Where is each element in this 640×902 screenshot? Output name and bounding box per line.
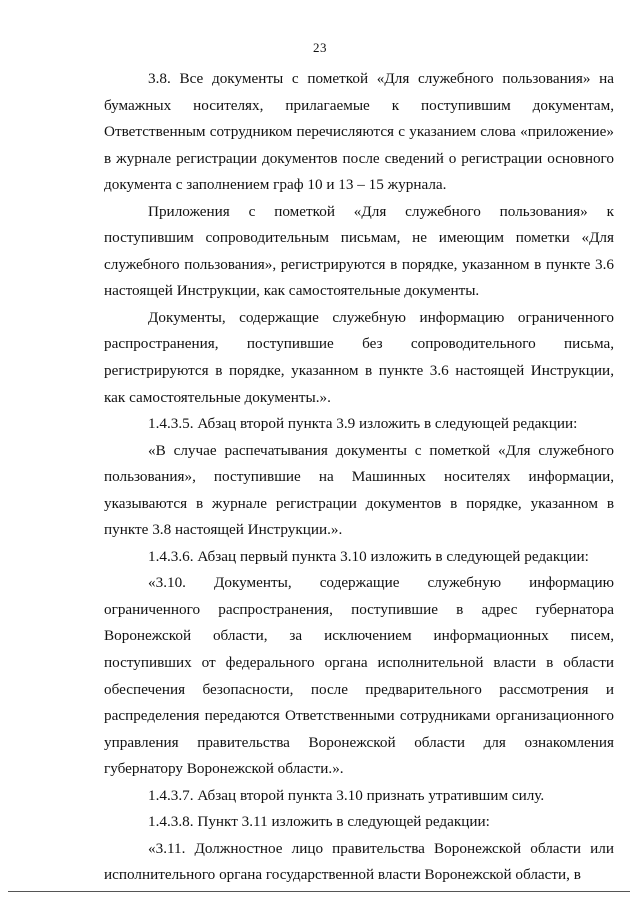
paragraph-1-4-3-7: 1.4.3.7. Абзац второй пункта 3.10 признать утратившим силу. <box>148 786 545 804</box>
paragraph-1-4-3-5: 1.4.3.5. Абзац второй пункта 3.9 изложить в следующей редакции: <box>148 415 578 433</box>
paragraph-1-4-3-8: 1.4.3.8. Пункт 3.11 изложить в следующей редакции: <box>148 813 490 831</box>
footer-divider <box>8 891 630 892</box>
paragraph-attachments: Приложения с пометкой «Для служебного пользования» к поступившим сопроводительным письмам, не имеющим пометки «Для служебного пользования», регистрируются в порядке, указанном в пункте 3.6 настоящей Инструкции, как самостоятельные документы. <box>104 202 614 300</box>
page-number: 23 <box>313 40 327 55</box>
paragraph-3-8: 3.8. Все документы с пометкой «Для служебного пользования» на бумажных носителях, прилагаемые к поступившим документам, Ответственным сотрудником перечисляются с указанием слова «приложение» в журнале регистрации документов после сведений о регистрации основного документа с заполнением граф 10 и 13 – 15 журнала. <box>104 70 614 194</box>
paragraph-1-4-3-6: 1.4.3.6. Абзац первый пункта 3.10 изложить в следующей редакции: <box>148 547 589 565</box>
paragraph-3-9-new-text: «В случае распечатывания документы с пометкой «Для служебного пользования», поступившие на Машинных носителях информации, указываются в журнале регистрации документов в порядке, указанном в пункте 3.8 настоящей Инструкции.». <box>104 441 614 539</box>
paragraph-3-10-new-text: «3.10. Документы, содержащие служебную информацию ограниченного распространения, поступившие в адрес губернатора Воронежской области, за исключением информационных писем, поступивших от федерального органа исполнительной власти в области обеспечения безопасности, после предварительного рассмотрения и распределения передаются Ответственными сотрудниками организационного управления правительства Воронежской области для ознакомления губернатору Воронежской области.». <box>104 574 614 778</box>
document-body <box>104 66 614 889</box>
paragraph-documents-without-letter: Документы, содержащие служебную информацию ограниченного распространения, поступившие без сопроводительного письма, регистрируются в порядке, указанном в пункте 3.6 настоящей Инструкции, как самостоятельные документы.». <box>104 308 614 406</box>
paragraph-3-11-new-text: «3.11. Должностное лицо правительства Воронежской области или исполнительного органа государственной власти Воронежской области, в <box>104 839 614 884</box>
